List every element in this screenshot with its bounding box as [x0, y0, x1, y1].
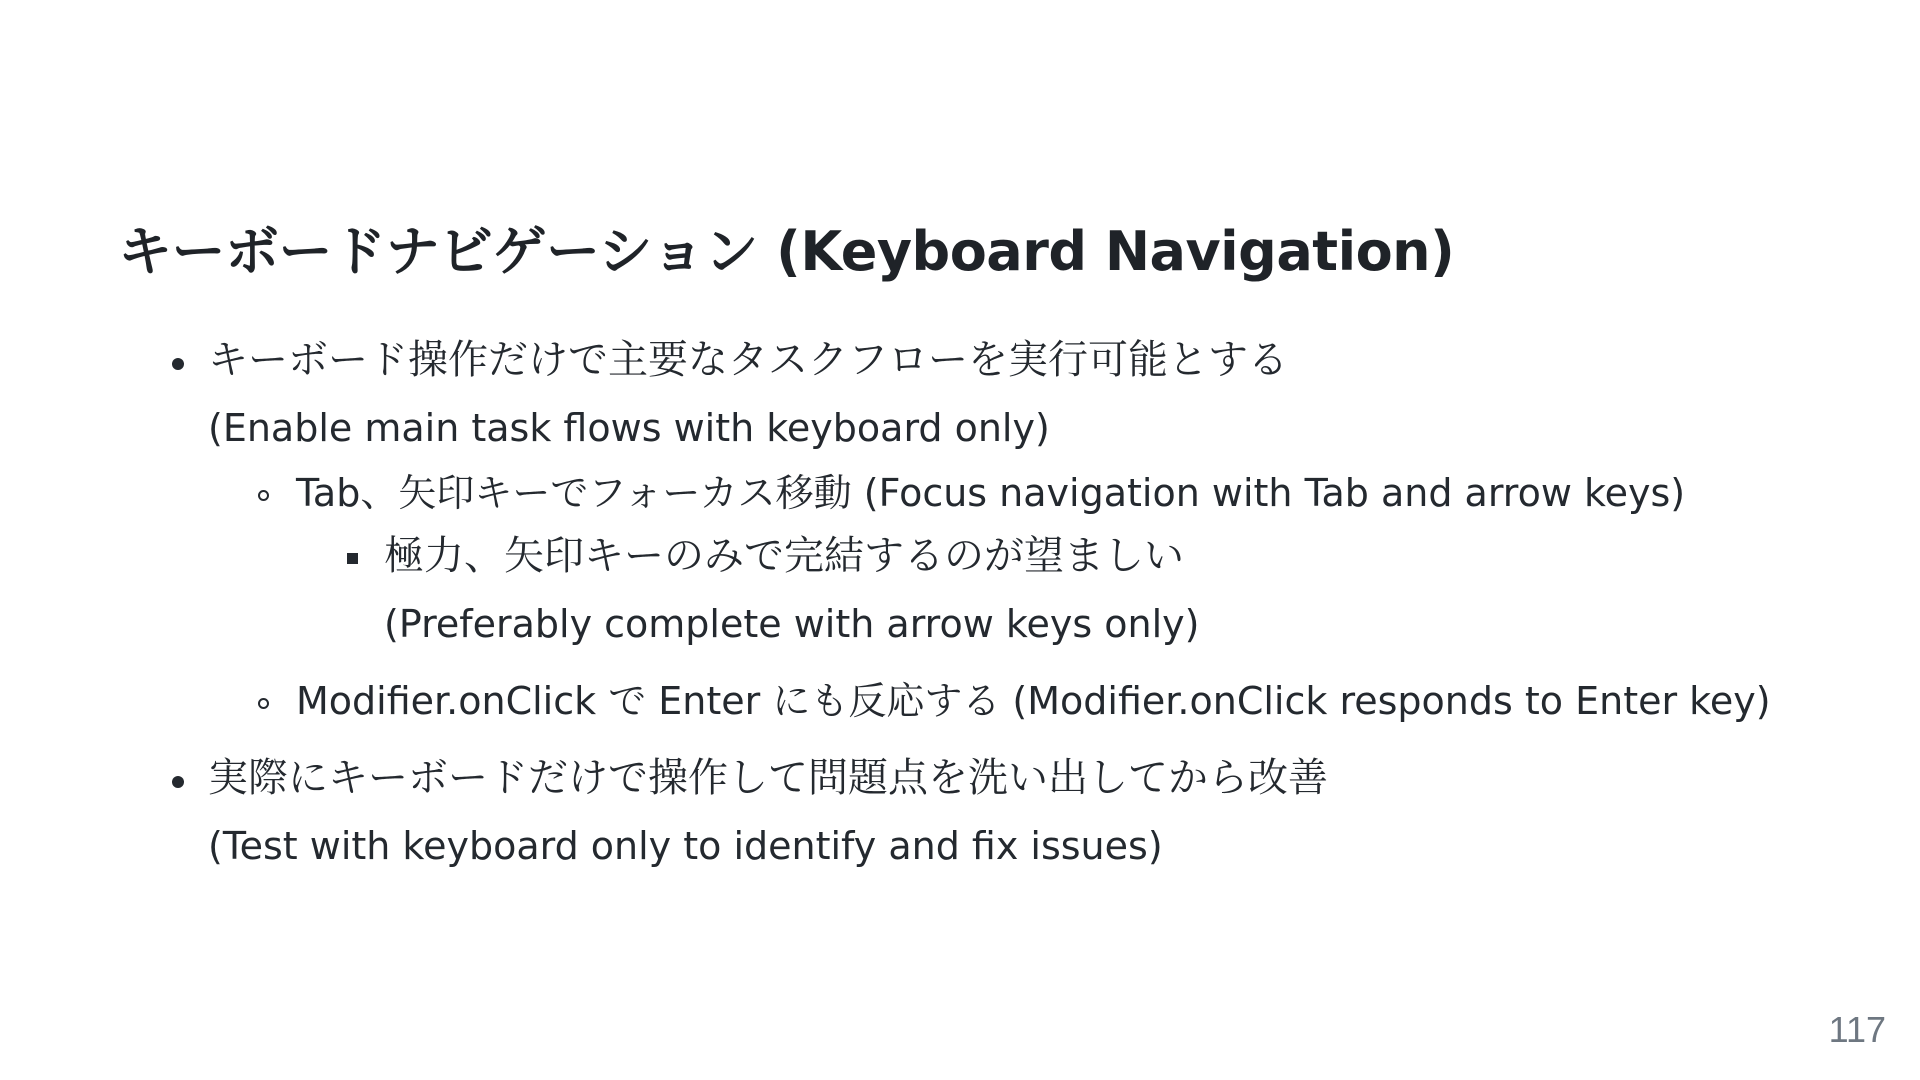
bullet-disc-icon — [172, 358, 184, 370]
bullet-circle-icon — [258, 490, 269, 501]
slide-title: キーボードナビゲーション (Keyboard Navigation) — [118, 220, 1455, 283]
sub-sub-bullet-1-text-en: (Preferably complete with arrow keys only) — [384, 602, 1200, 646]
page-number: 117 — [1828, 1009, 1886, 1050]
bullet-square-icon — [347, 553, 358, 564]
bullet-circle-icon — [258, 698, 269, 709]
bullet-1-text-en: (Enable main task flows with keyboard only) — [208, 406, 1050, 450]
bullet-2-text-ja: 実際にキーボードだけで操作して問題点を洗い出してから改善 — [208, 755, 1328, 801]
sub-bullet-1-text: Tab、矢印キーでフォーカス移動 (Focus navigation with Tab and arrow keys) — [296, 471, 1686, 515]
sub-bullet-2-text: Modifier.onClick で Enter にも反応する (Modifier.onClick responds to Enter key) — [296, 679, 1771, 723]
sub-sub-bullet-1-text-ja: 極力、矢印キーのみで完結するのが望ましい — [384, 533, 1184, 579]
bullet-disc-icon — [172, 776, 184, 788]
bullet-2-text-en: (Test with keyboard only to identify and fix issues) — [208, 824, 1163, 868]
bullet-1-text-ja: キーボード操作だけで主要なタスクフローを実行可能とする — [208, 337, 1288, 383]
